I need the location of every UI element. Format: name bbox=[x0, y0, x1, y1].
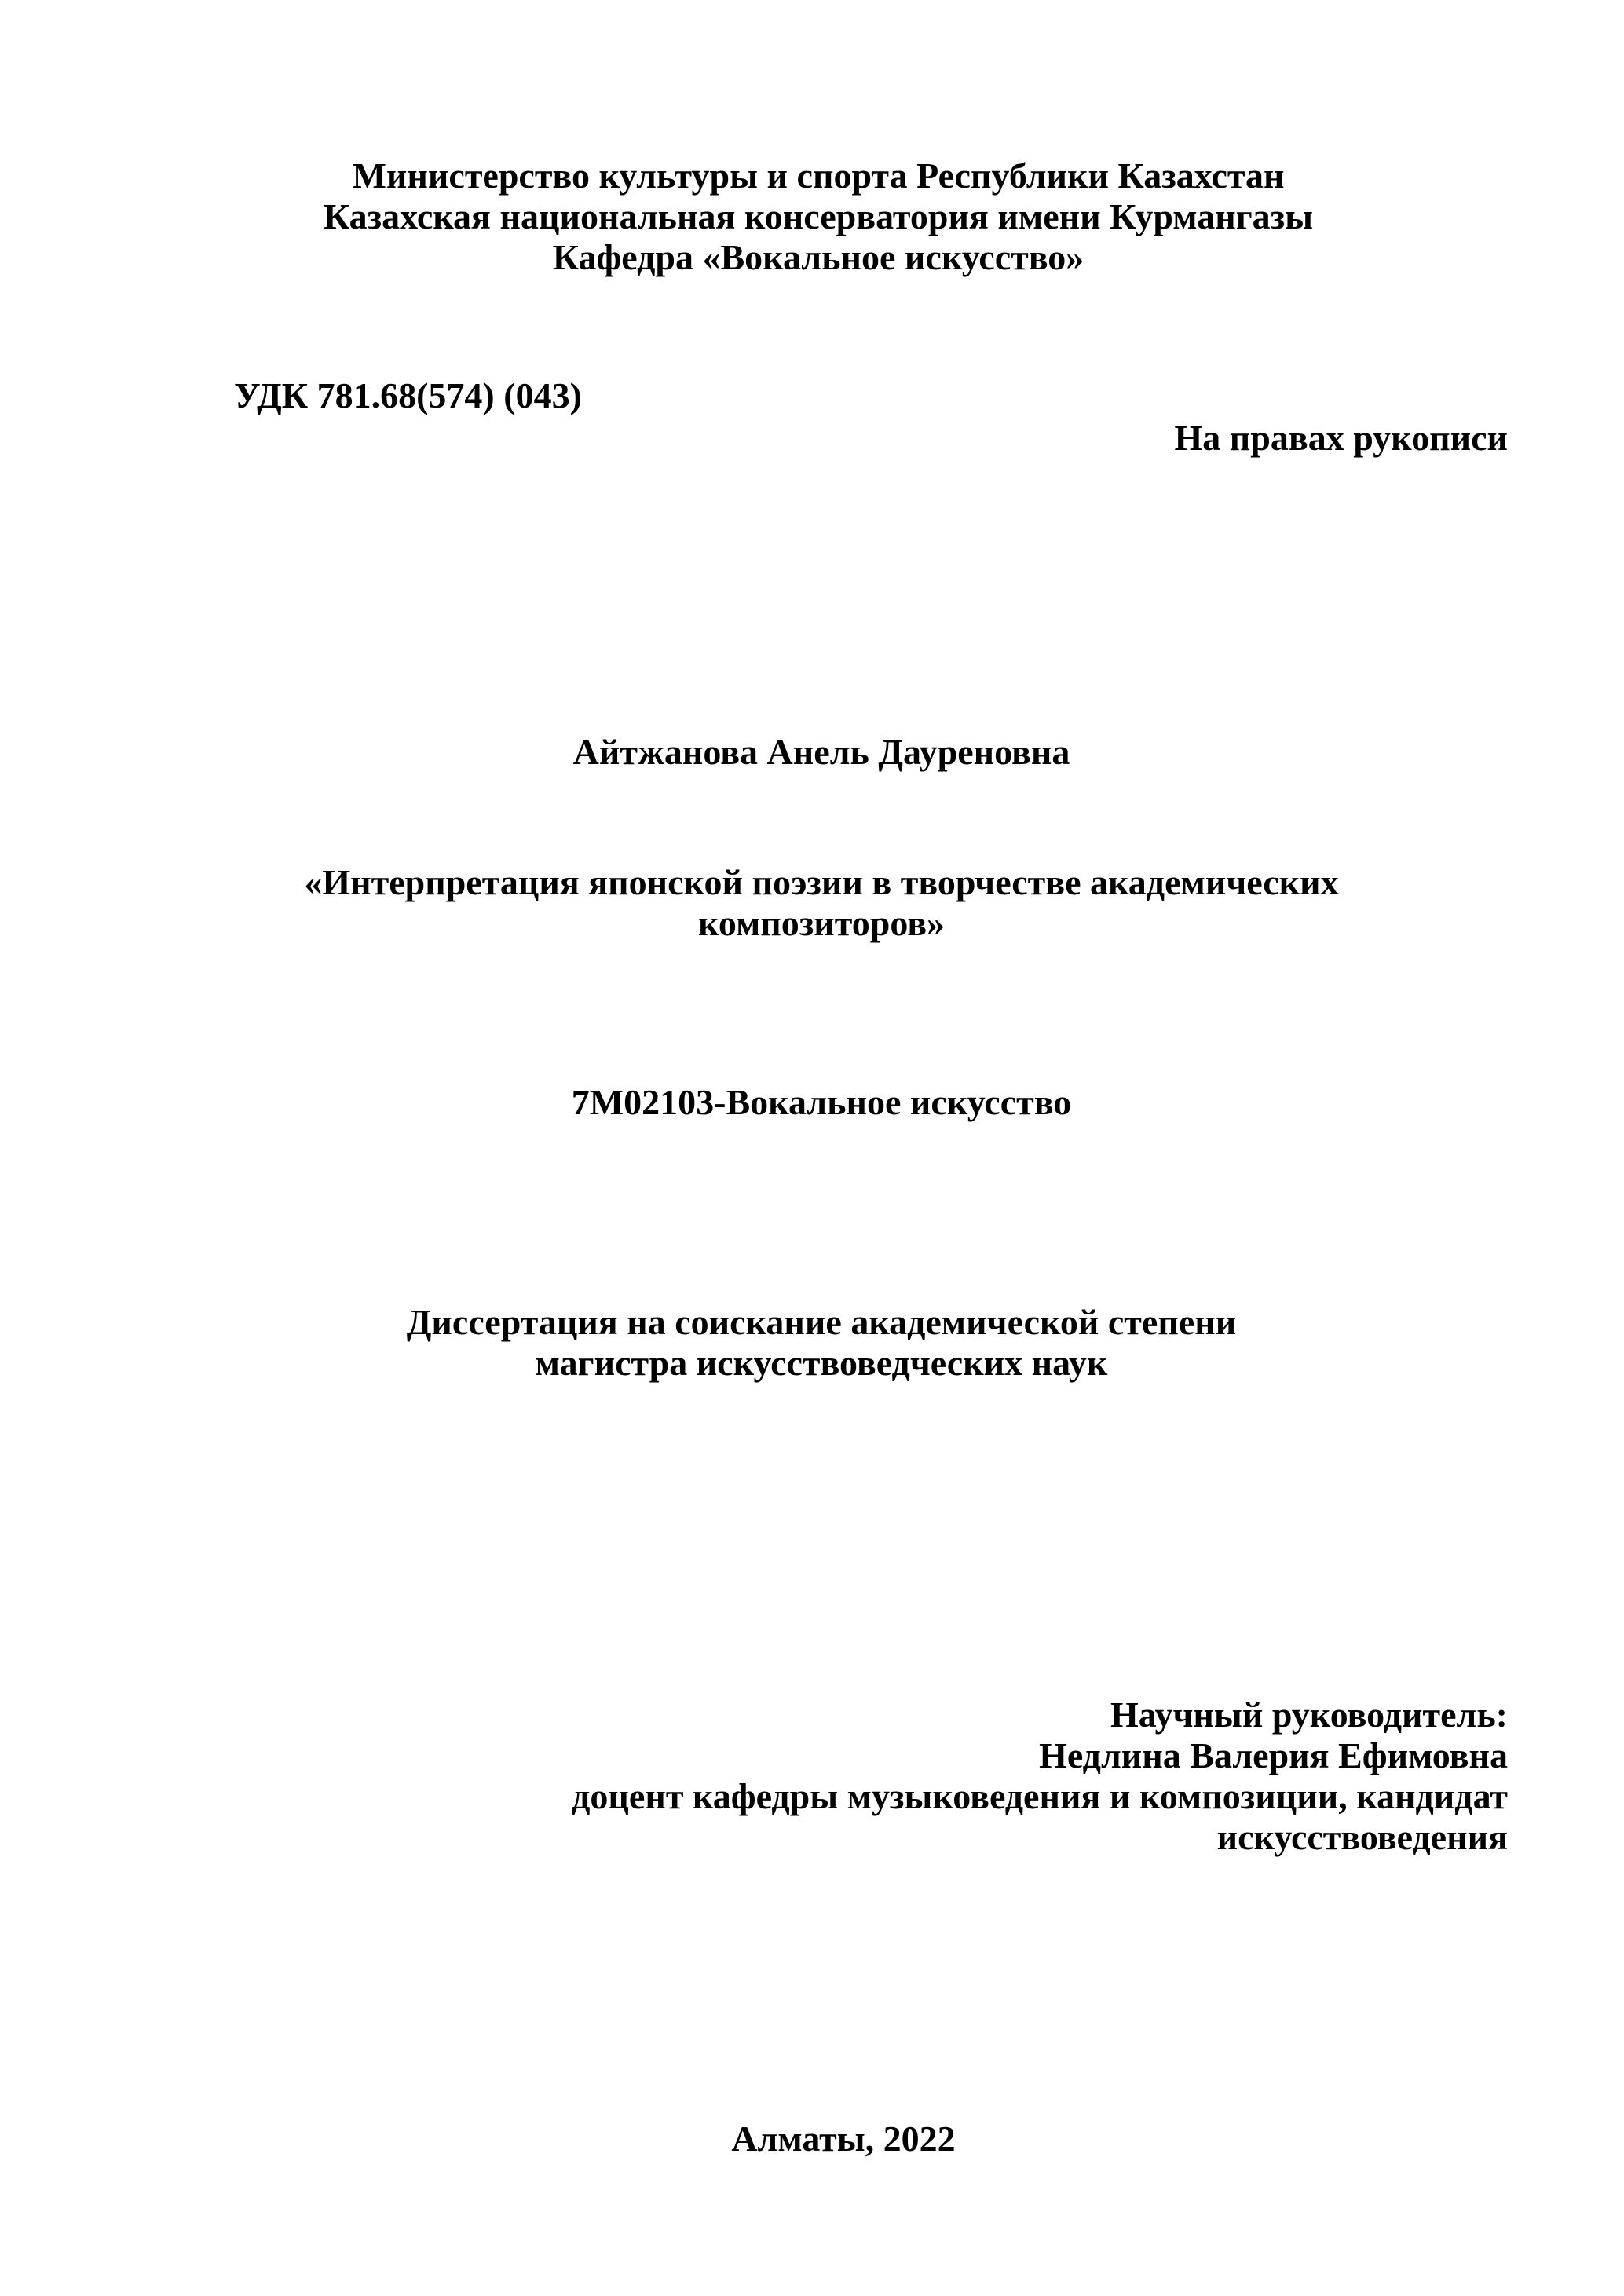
title-line-2: композиторов» bbox=[697, 903, 946, 943]
supervisor-heading: Научный руководитель: bbox=[1110, 1695, 1508, 1735]
dissertation-title bbox=[9, 862, 1624, 944]
institution-header bbox=[6, 155, 1624, 278]
conservatory-line: Казахская национальная консерватория имени Курмангазы bbox=[323, 196, 1314, 236]
specialty-code: 7M02103-Вокальное искусство bbox=[571, 1082, 1072, 1122]
supervisor-position-cont: искусствоведения bbox=[1216, 1817, 1508, 1857]
udk-code: УДК 781.68(574) (043) bbox=[234, 375, 582, 415]
department-line: Кафедра «Вокальное искусство» bbox=[552, 237, 1084, 277]
city-year: Алматы, 2022 bbox=[731, 2119, 956, 2159]
degree-statement bbox=[9, 1302, 1624, 1384]
author-name: Айтжанова Анель Дауреновна bbox=[572, 732, 1070, 772]
ministry-line: Министерство культуры и спорта Республики Казахстан bbox=[352, 155, 1285, 196]
title-line-1: «Интерпретация японской поэзии в творчестве академических bbox=[304, 862, 1339, 902]
degree-line-1: Диссертация на соискание академической степени bbox=[406, 1302, 1237, 1342]
supervisor-name: Недлина Валерия Ефимовна bbox=[1039, 1735, 1508, 1775]
supervisor-position: доцент кафедры музыковедения и композиции, кандидат bbox=[572, 1776, 1508, 1816]
manuscript-note: На правах рукописи bbox=[1174, 418, 1508, 458]
supervisor-block bbox=[572, 1695, 1508, 1858]
degree-line-2: магистра искусствоведческих наук bbox=[535, 1343, 1108, 1383]
